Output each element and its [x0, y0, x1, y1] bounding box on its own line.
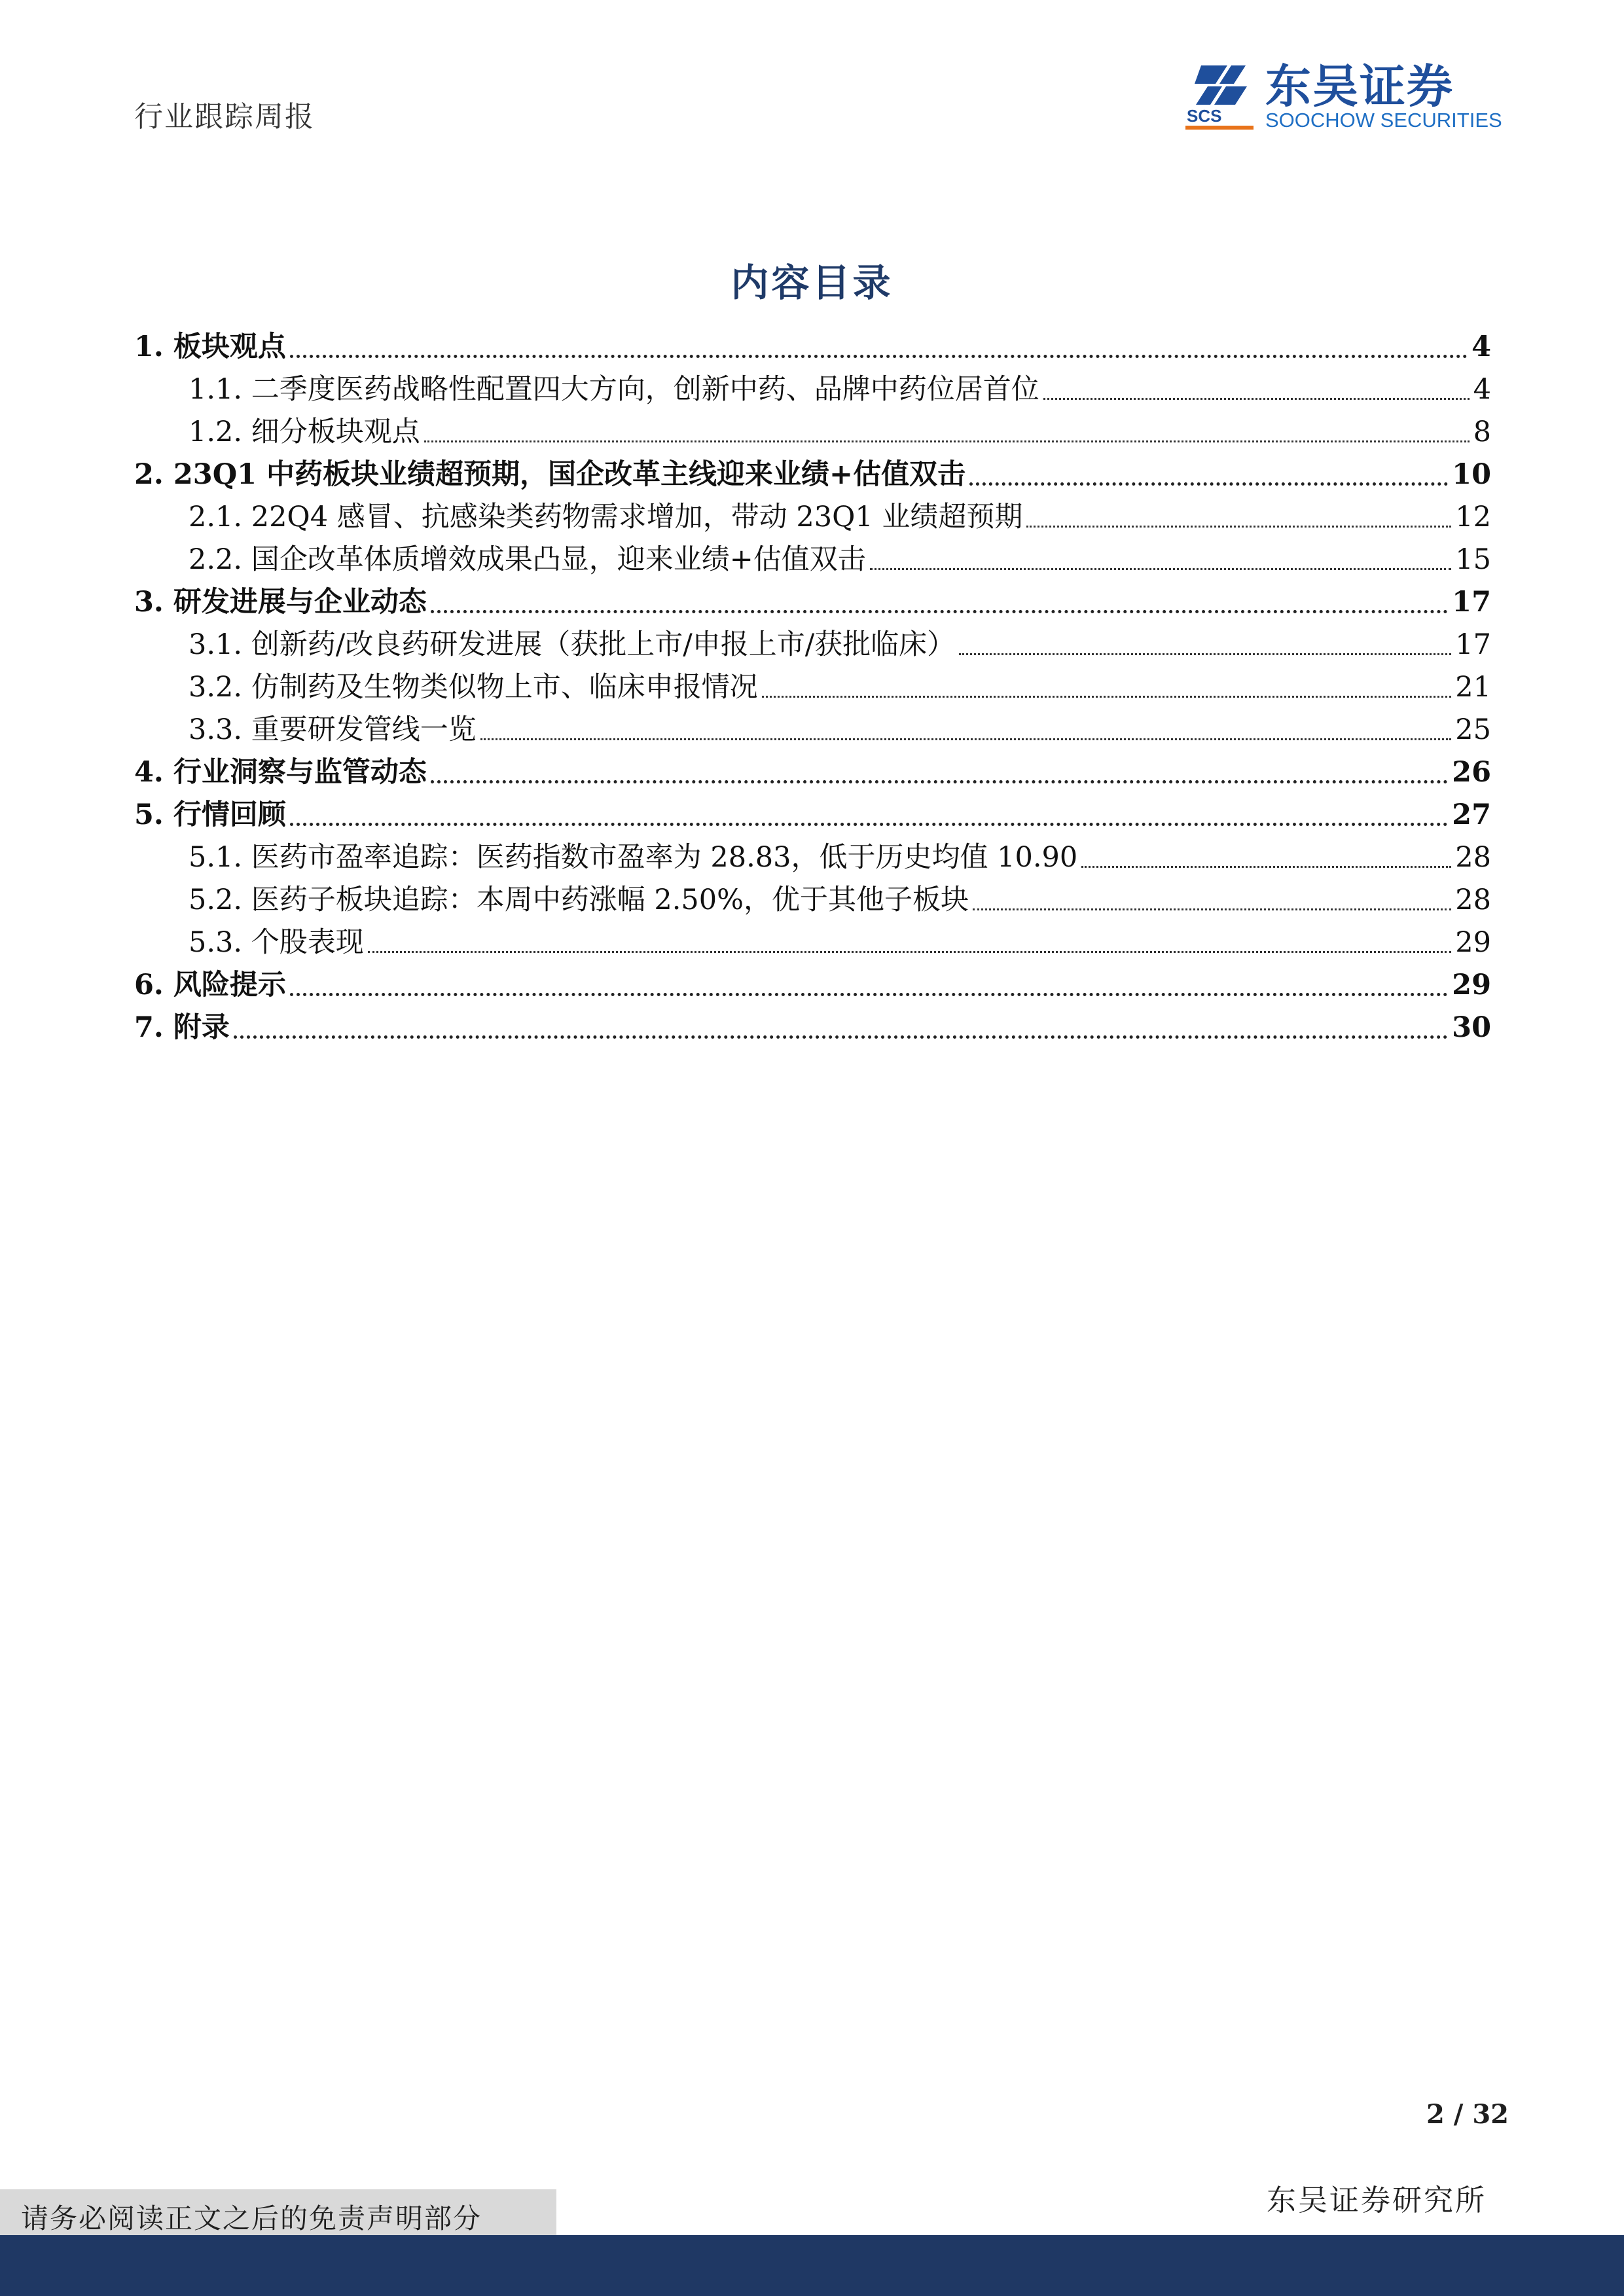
disclaimer-box — [0, 2189, 556, 2235]
toc-entry-label: 1. 板块观点 — [134, 331, 286, 363]
toc-entry-label: 6. 风险提示 — [134, 969, 286, 1001]
toc-entry-page: 10 — [1452, 458, 1491, 491]
disclaimer-text: 请务必阅读正文之后的免责声明部分 — [21, 2202, 482, 2234]
toc-entry-page: 17 — [1455, 628, 1491, 661]
soochow-securities-logo — [1182, 60, 1502, 132]
toc-entry-label: 3. 研发进展与企业动态 — [134, 586, 427, 619]
logo-mark-text: SCS — [1187, 106, 1222, 126]
toc-entry-label: 2. 23Q1 中药板块业绩超预期，国企改革主线迎来业绩+估值双击 — [134, 458, 966, 491]
toc-entry-page: 21 — [1455, 671, 1491, 704]
toc-entry-page: 29 — [1455, 926, 1491, 959]
toc-entry-page: 26 — [1452, 756, 1491, 789]
toc-entry-label: 4. 行业洞察与监管动态 — [134, 756, 427, 789]
toc-entry[interactable] — [134, 794, 1491, 836]
toc-entry-label: 3.2. 仿制药及生物类似物上市、临床申报情况 — [189, 671, 758, 704]
toc-entry[interactable] — [134, 539, 1491, 581]
toc-entry-label: 1.2. 细分板块观点 — [189, 416, 420, 448]
toc-entry-page: 28 — [1455, 884, 1491, 916]
toc-entry[interactable] — [134, 411, 1491, 454]
toc-entry[interactable] — [134, 836, 1491, 879]
toc-entry-page: 12 — [1455, 501, 1491, 533]
page-number: 2 / 32 — [1426, 2099, 1509, 2130]
toc-entry[interactable] — [134, 751, 1491, 794]
toc-entry[interactable] — [134, 581, 1491, 624]
institute-name: 东吴证券研究所 — [1266, 2183, 1487, 2217]
toc-entry-label: 2.1. 22Q4 感冒、抗感染类药物需求增加，带动 23Q1 业绩超预期 — [189, 501, 1023, 533]
toc-entry[interactable] — [134, 326, 1491, 368]
toc-entry-page: 17 — [1452, 586, 1491, 619]
toc-entry[interactable] — [134, 624, 1491, 666]
toc-leader-dots — [973, 902, 1451, 910]
toc-entry-page: 28 — [1455, 841, 1491, 874]
scs-logo-icon — [1182, 60, 1260, 132]
toc-leader-dots — [431, 774, 1448, 783]
footer-band — [0, 2235, 1624, 2296]
toc-entry[interactable] — [134, 922, 1491, 964]
logo-name-en: SOOCHOW SECURITIES — [1265, 109, 1502, 132]
toc-entry-label: 2.2. 国企改革体质增效成果凸显，迎来业绩+估值双击 — [189, 543, 866, 576]
toc-title: 内容目录 — [731, 260, 893, 305]
toc-entry-page: 27 — [1452, 798, 1491, 831]
toc-entry-label: 3.1. 创新药/改良药研发进展（获批上市/申报上市/获批临床） — [189, 628, 956, 661]
toc-leader-dots — [290, 986, 1448, 996]
toc-leader-dots — [1026, 519, 1451, 528]
report-type-label: 行业跟踪周报 — [134, 100, 315, 134]
toc-entry-label: 5.3. 个股表现 — [189, 926, 364, 959]
toc-entry-page: 8 — [1473, 416, 1491, 448]
toc-leader-dots — [480, 732, 1452, 740]
toc-leader-dots — [368, 944, 1452, 953]
toc-leader-dots — [234, 1029, 1448, 1039]
toc-entry-page: 29 — [1452, 969, 1491, 1001]
toc-entry-page: 4 — [1471, 331, 1491, 363]
toc-entry[interactable] — [134, 1007, 1491, 1049]
toc-leader-dots — [1081, 859, 1451, 868]
toc-entry-label: 5.2. 医药子板块追踪：本周中药涨幅 2.50%，优于其他子板块 — [189, 884, 969, 916]
toc-entry[interactable] — [134, 454, 1491, 496]
toc-leader-dots — [969, 476, 1448, 486]
toc-entry-label: 5. 行情回顾 — [134, 798, 286, 831]
toc-leader-dots — [762, 689, 1452, 698]
toc-leader-dots — [1043, 391, 1470, 400]
toc-leader-dots — [870, 562, 1452, 570]
toc-entry-page: 30 — [1452, 1011, 1491, 1044]
toc-leader-dots — [290, 816, 1448, 826]
toc-leader-dots — [959, 647, 1451, 655]
logo-name-cn: 东吴证券 — [1265, 60, 1454, 113]
toc-entry-label: 5.1. 医药市盈率追踪：医药指数市盈率为 28.83，低于历史均值 10.90 — [189, 841, 1078, 874]
toc-entry-label: 1.1. 二季度医药战略性配置四大方向，创新中药、品牌中药位居首位 — [189, 373, 1039, 406]
toc-entry[interactable] — [134, 709, 1491, 751]
toc-entry-label: 3.3. 重要研发管线一览 — [189, 713, 477, 746]
toc-entry[interactable] — [134, 496, 1491, 539]
toc-entry[interactable] — [134, 879, 1491, 922]
toc-entry-page: 4 — [1473, 373, 1491, 406]
toc-leader-dots — [431, 603, 1448, 613]
toc-entry-page: 25 — [1455, 713, 1491, 746]
toc-leader-dots — [290, 348, 1468, 358]
toc-entry[interactable] — [134, 368, 1491, 411]
toc-entry-label: 7. 附录 — [134, 1011, 230, 1044]
toc-leader-dots — [424, 434, 1470, 442]
toc-entry[interactable] — [134, 964, 1491, 1007]
toc-entry-page: 15 — [1455, 543, 1491, 576]
table-of-contents — [134, 326, 1491, 1049]
toc-entry[interactable] — [134, 666, 1491, 709]
